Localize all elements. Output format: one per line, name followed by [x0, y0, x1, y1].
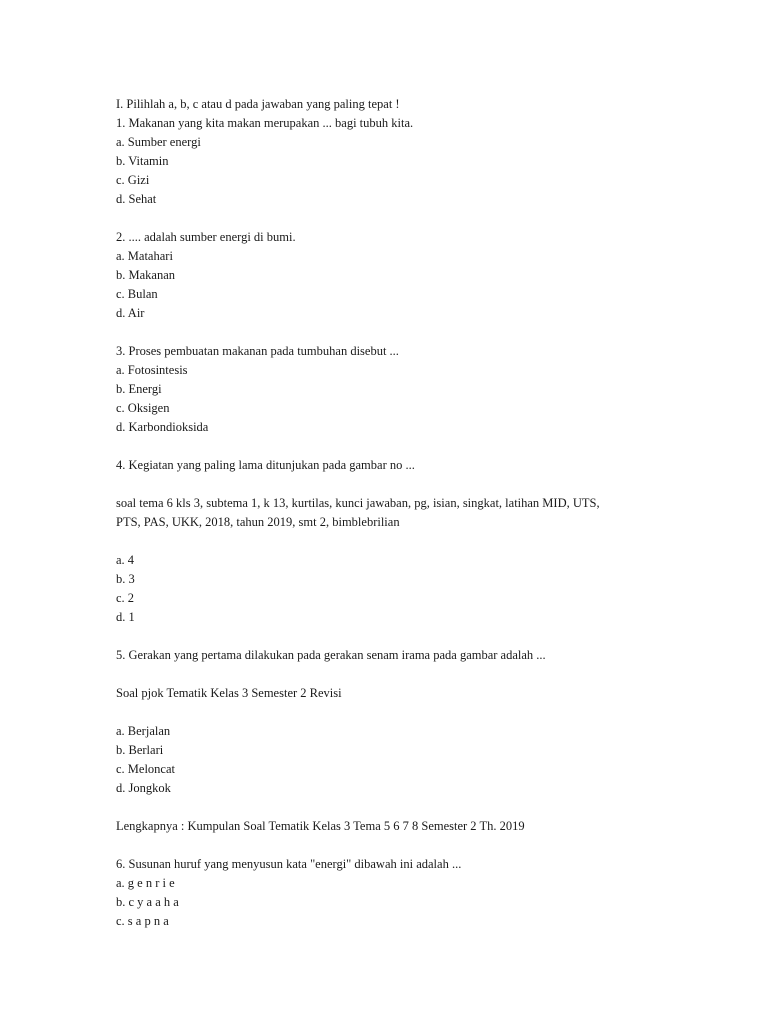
- question-2: 2. .... adalah sumber energi di bumi.: [116, 230, 296, 244]
- question-3: 3. Proses pembuatan makanan pada tumbuhan disebut ...: [116, 344, 399, 358]
- q1-option-d: d. Sehat: [116, 192, 157, 206]
- q2-option-c: c. Bulan: [116, 287, 158, 301]
- question-6: 6. Susunan huruf yang menyusun kata "energi" dibawah ini adalah ...: [116, 857, 462, 871]
- q3-option-b: b. Energi: [116, 382, 162, 396]
- q3-option-c: c. Oksigen: [116, 401, 170, 415]
- q5-option-d: d. Jongkok: [116, 781, 171, 795]
- q1-option-a: a. Sumber energi: [116, 135, 201, 149]
- q2-option-d: d. Air: [116, 306, 145, 320]
- q1-option-c: c. Gizi: [116, 173, 150, 187]
- q5-option-a: a. Berjalan: [116, 724, 171, 738]
- q4-option-c: c. 2: [116, 591, 135, 605]
- question-4: 4. Kegiatan yang paling lama ditunjukan pada gambar no ...: [116, 458, 415, 472]
- instruction: I. Pilihlah a, b, c atau d pada jawaban yang paling tepat !: [116, 97, 400, 111]
- q4-note-line-1: soal tema 6 kls 3, subtema 1, k 13, kurtilas, kunci jawaban, pg, isian, singkat, latihan MID, UTS,: [116, 496, 600, 510]
- q5-option-c: c. Meloncat: [116, 762, 176, 776]
- q4-option-a: a. 4: [116, 553, 135, 567]
- q2-option-a: a. Matahari: [116, 249, 173, 263]
- q1-option-b: b. Vitamin: [116, 154, 169, 168]
- q3-option-a: a. Fotosintesis: [116, 363, 188, 377]
- q3-option-d: d. Karbondioksida: [116, 420, 209, 434]
- q6-option-a: a. g e n r i e: [116, 876, 175, 890]
- q4-option-b: b. 3: [116, 572, 135, 586]
- q2-option-b: b. Makanan: [116, 268, 176, 282]
- q4-option-d: d. 1: [116, 610, 135, 624]
- q5-note: Soal pjok Tematik Kelas 3 Semester 2 Revisi: [116, 686, 342, 700]
- q6-option-b: b. c y a a h a: [116, 895, 179, 909]
- q5-option-b: b. Berlari: [116, 743, 164, 757]
- question-5: 5. Gerakan yang pertama dilakukan pada gerakan senam irama pada gambar adalah ...: [116, 648, 546, 662]
- q6-option-c: c. s a p n a: [116, 914, 169, 928]
- q4-note-line-2: PTS, PAS, UKK, 2018, tahun 2019, smt 2, bimblebrilian: [116, 515, 400, 529]
- more-link[interactable]: Lengkapnya : Kumpulan Soal Tematik Kelas 3 Tema 5 6 7 8 Semester 2 Th. 2019: [116, 819, 525, 833]
- question-1: 1. Makanan yang kita makan merupakan ... bagi tubuh kita.: [116, 116, 414, 130]
